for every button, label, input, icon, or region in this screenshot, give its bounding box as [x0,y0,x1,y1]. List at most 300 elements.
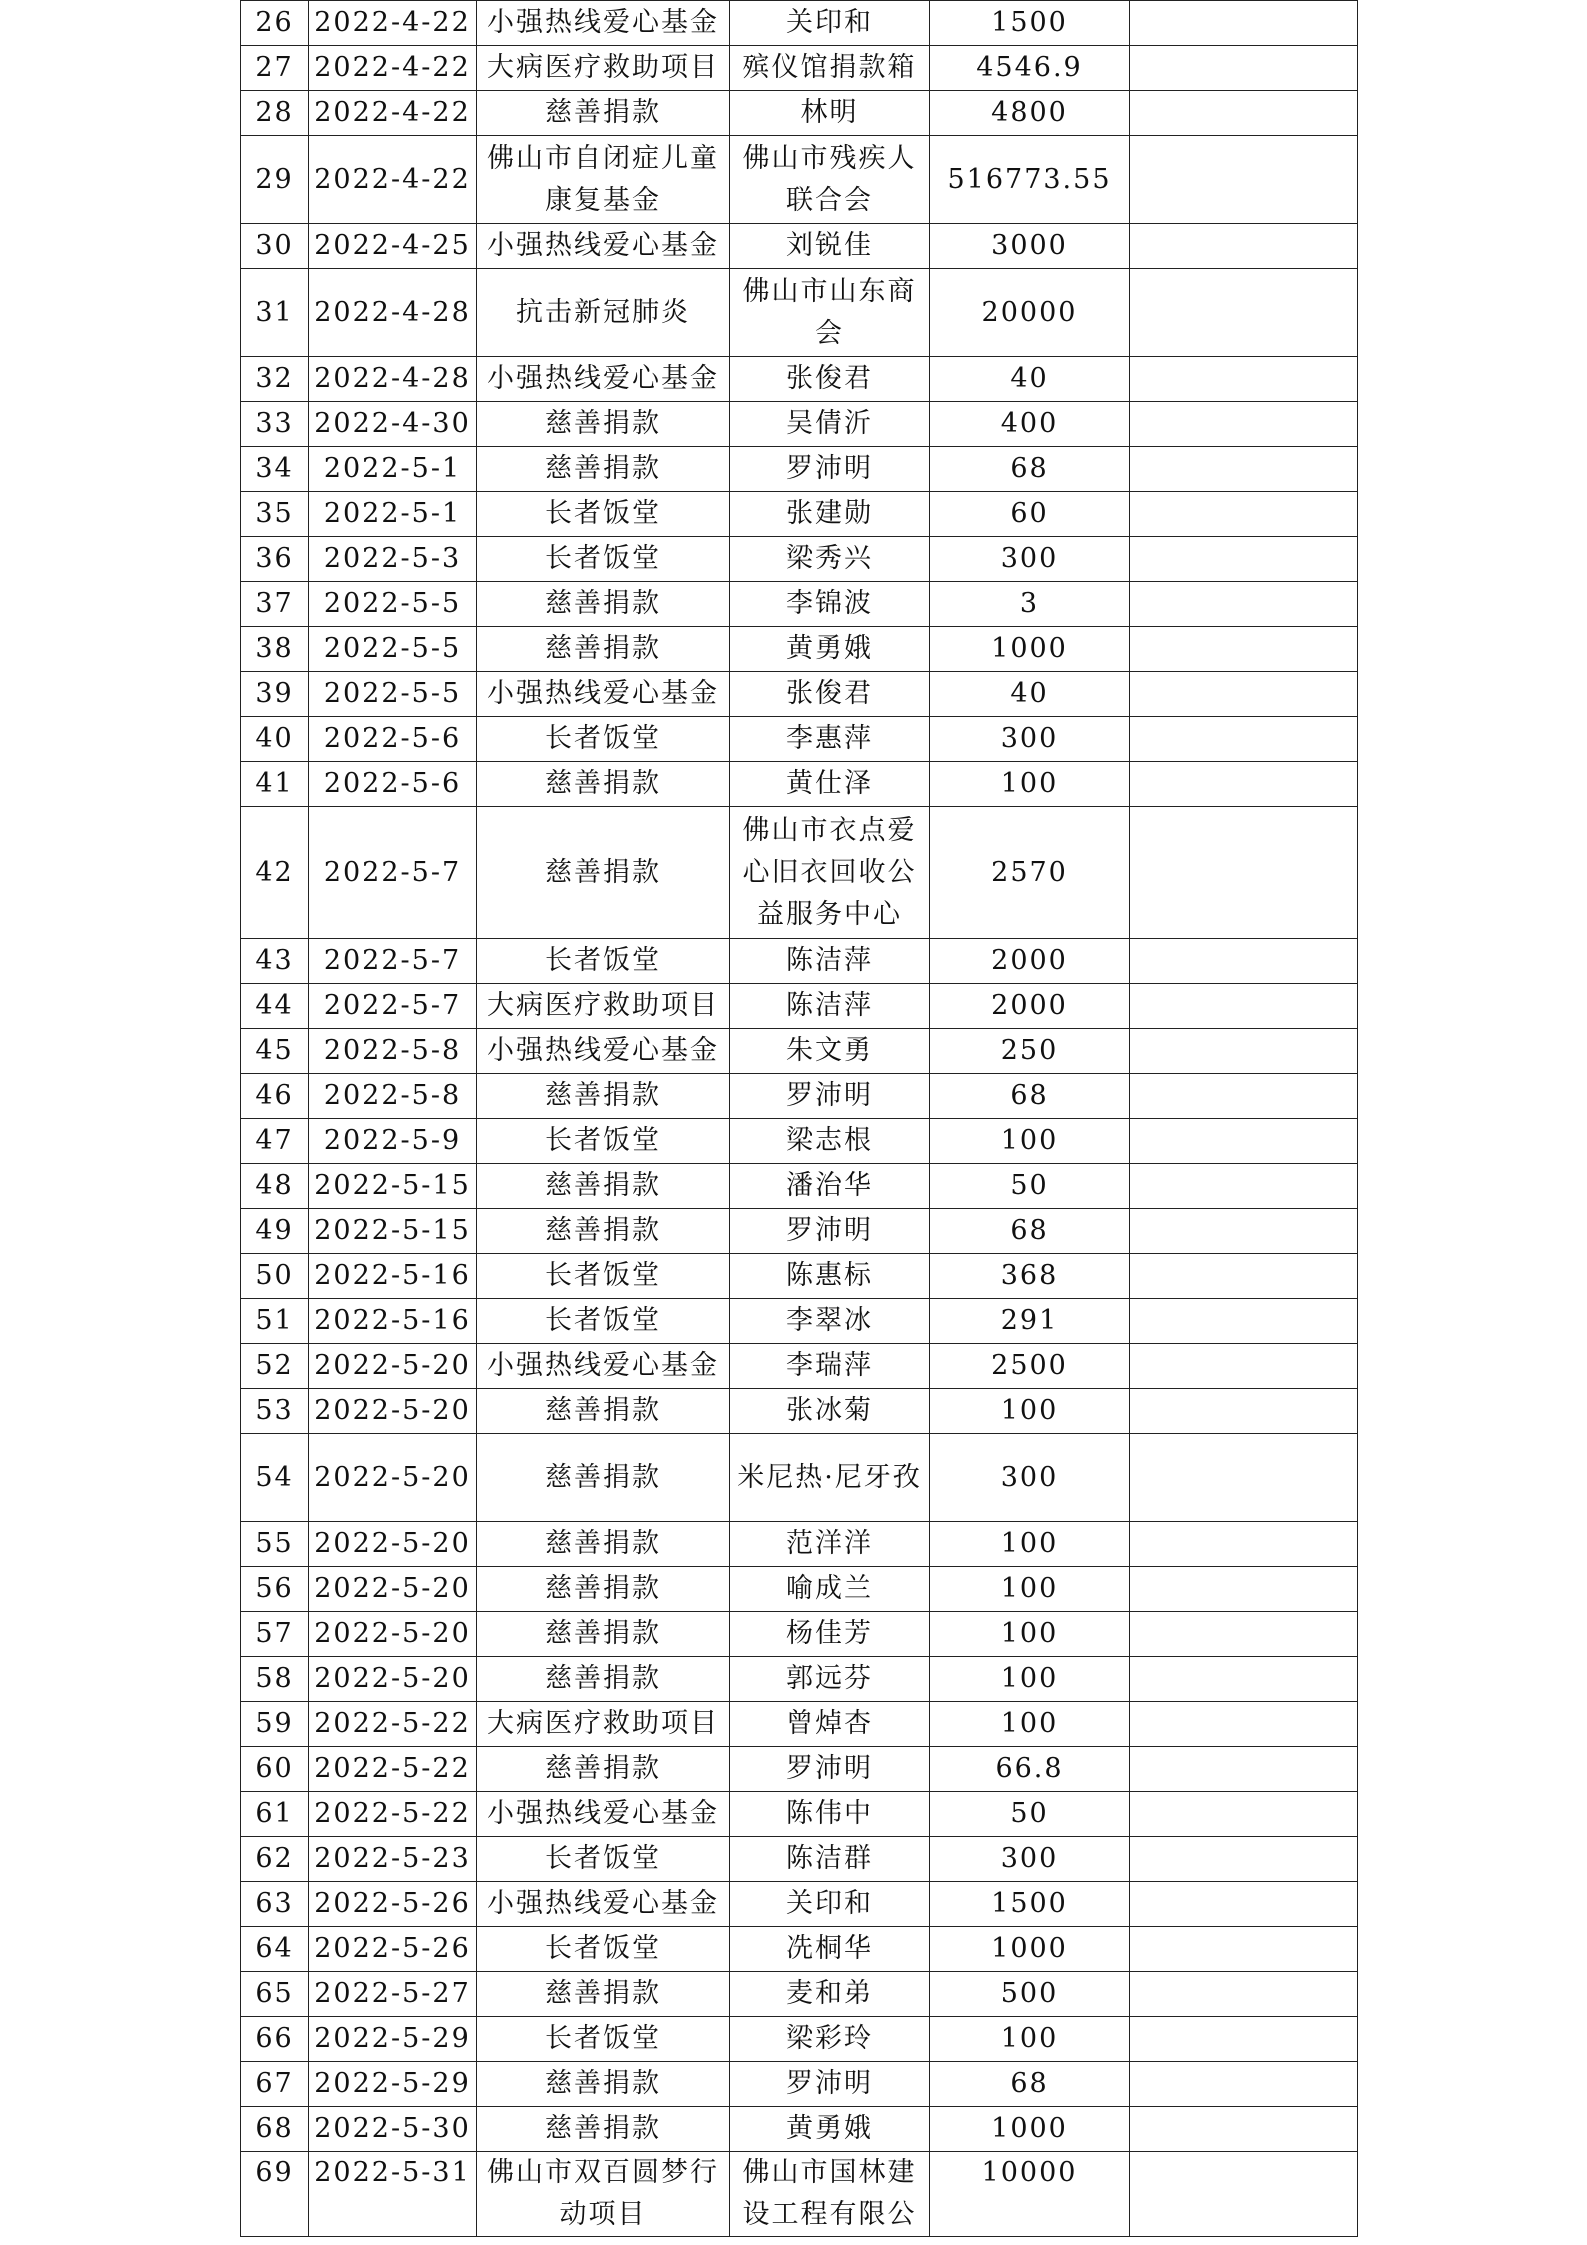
amount-cell: 3 [930,582,1130,627]
project-cell: 大病医疗救助项目 [477,46,730,91]
project-cell: 慈善捐款 [477,1209,730,1254]
project-cell: 慈善捐款 [477,807,730,939]
project-cell: 长者饭堂 [477,1119,730,1164]
table-row [241,627,1358,672]
table-row [241,1254,1358,1299]
amount-cell: 68 [930,1074,1130,1119]
table-row [241,717,1358,762]
donor-cell: 梁秀兴 [730,537,930,582]
date-cell: 2022-5-8 [309,1074,477,1119]
table-row [241,1567,1358,1612]
date-cell: 2022-5-26 [309,1927,477,1972]
donor-cell: 罗沛明 [730,2062,930,2107]
table-row [241,269,1358,357]
row-number-cell: 31 [241,269,309,357]
table-row [241,2152,1358,2237]
donor-cell: 林明 [730,91,930,136]
date-cell: 2022-5-5 [309,627,477,672]
project-cell: 长者饭堂 [477,537,730,582]
donor-cell: 米尼热·尼牙孜 [730,1434,930,1522]
note-cell [1130,939,1358,984]
date-cell: 2022-5-20 [309,1434,477,1522]
amount-cell: 68 [930,447,1130,492]
donor-cell: 张俊君 [730,672,930,717]
donor-cell: 陈伟中 [730,1792,930,1837]
amount-cell: 4546.9 [930,46,1130,91]
table-row [241,1164,1358,1209]
project-cell: 长者饭堂 [477,717,730,762]
donor-cell: 李翠冰 [730,1299,930,1344]
note-cell [1130,1837,1358,1882]
table-row [241,807,1358,939]
row-number-cell: 46 [241,1074,309,1119]
donor-cell: 冼桐华 [730,1927,930,1972]
donor-cell: 罗沛明 [730,1074,930,1119]
table-row [241,1702,1358,1747]
donation-table-body [241,1,1358,2237]
amount-cell: 1500 [930,1,1130,46]
table-row [241,1612,1358,1657]
row-number-cell: 68 [241,2107,309,2152]
project-cell: 长者饭堂 [477,1254,730,1299]
row-number-cell: 30 [241,224,309,269]
table-row [241,2017,1358,2062]
table-row [241,136,1358,224]
amount-cell: 300 [930,1434,1130,1522]
note-cell [1130,1792,1358,1837]
project-cell: 慈善捐款 [477,1522,730,1567]
date-cell: 2022-5-7 [309,807,477,939]
row-number-cell: 34 [241,447,309,492]
amount-cell: 500 [930,1972,1130,2017]
table-row [241,984,1358,1029]
amount-cell: 291 [930,1299,1130,1344]
note-cell [1130,224,1358,269]
note-cell [1130,1567,1358,1612]
row-number-cell: 56 [241,1567,309,1612]
amount-cell: 100 [930,1657,1130,1702]
date-cell: 2022-4-22 [309,1,477,46]
date-cell: 2022-5-23 [309,1837,477,1882]
table-row [241,1522,1358,1567]
note-cell [1130,762,1358,807]
date-cell: 2022-4-22 [309,46,477,91]
donor-cell: 李锦波 [730,582,930,627]
date-cell: 2022-5-1 [309,447,477,492]
note-cell [1130,717,1358,762]
donor-cell: 罗沛明 [730,1747,930,1792]
row-number-cell: 60 [241,1747,309,1792]
row-number-cell: 37 [241,582,309,627]
project-cell: 慈善捐款 [477,1972,730,2017]
donor-cell: 关印和 [730,1,930,46]
date-cell: 2022-5-29 [309,2062,477,2107]
table-row [241,939,1358,984]
table-row [241,1344,1358,1389]
amount-cell: 2570 [930,807,1130,939]
row-number-cell: 59 [241,1702,309,1747]
project-cell: 慈善捐款 [477,91,730,136]
project-cell: 小强热线爱心基金 [477,672,730,717]
project-cell: 长者饭堂 [477,1299,730,1344]
donor-cell: 李瑞萍 [730,1344,930,1389]
row-number-cell: 54 [241,1434,309,1522]
table-row [241,447,1358,492]
donor-cell: 罗沛明 [730,1209,930,1254]
note-cell [1130,1164,1358,1209]
note-cell [1130,1,1358,46]
amount-cell: 68 [930,2062,1130,2107]
note-cell [1130,1299,1358,1344]
date-cell: 2022-5-7 [309,939,477,984]
amount-cell: 68 [930,1209,1130,1254]
row-number-cell: 39 [241,672,309,717]
amount-cell: 300 [930,717,1130,762]
donor-cell: 梁志根 [730,1119,930,1164]
project-cell: 长者饭堂 [477,2017,730,2062]
amount-cell: 100 [930,1702,1130,1747]
donor-cell: 张冰菊 [730,1389,930,1434]
note-cell [1130,1254,1358,1299]
table-row [241,1657,1358,1702]
donor-cell: 张俊君 [730,357,930,402]
amount-cell: 100 [930,1612,1130,1657]
project-cell: 慈善捐款 [477,2107,730,2152]
donor-cell: 陈洁群 [730,1837,930,1882]
donor-cell: 范洋洋 [730,1522,930,1567]
row-number-cell: 36 [241,537,309,582]
row-number-cell: 69 [241,2152,309,2237]
table-row [241,2107,1358,2152]
note-cell [1130,2017,1358,2062]
date-cell: 2022-5-22 [309,1792,477,1837]
table-row [241,1792,1358,1837]
date-cell: 2022-5-31 [309,2152,477,2237]
donor-cell: 佛山市残疾人联合会 [730,136,930,224]
donor-cell: 黄勇娥 [730,2107,930,2152]
row-number-cell: 32 [241,357,309,402]
note-cell [1130,672,1358,717]
date-cell: 2022-5-8 [309,1029,477,1074]
donor-cell: 吴倩沂 [730,402,930,447]
note-cell [1130,1882,1358,1927]
row-number-cell: 45 [241,1029,309,1074]
table-row [241,492,1358,537]
amount-cell: 400 [930,402,1130,447]
amount-cell: 50 [930,1164,1130,1209]
donor-cell: 潘治华 [730,1164,930,1209]
table-row [241,1837,1358,1882]
row-number-cell: 49 [241,1209,309,1254]
project-cell: 抗击新冠肺炎 [477,269,730,357]
row-number-cell: 57 [241,1612,309,1657]
note-cell [1130,1434,1358,1522]
date-cell: 2022-5-6 [309,762,477,807]
row-number-cell: 64 [241,1927,309,1972]
project-cell: 慈善捐款 [477,2062,730,2107]
donor-cell: 麦和弟 [730,1972,930,2017]
project-cell: 长者饭堂 [477,1837,730,1882]
table-row [241,91,1358,136]
donor-cell: 梁彩玲 [730,2017,930,2062]
note-cell [1130,627,1358,672]
project-cell: 小强热线爱心基金 [477,357,730,402]
amount-cell: 300 [930,1837,1130,1882]
note-cell [1130,582,1358,627]
note-cell [1130,984,1358,1029]
amount-cell: 100 [930,1119,1130,1164]
project-cell: 小强热线爱心基金 [477,1882,730,1927]
row-number-cell: 51 [241,1299,309,1344]
date-cell: 2022-5-26 [309,1882,477,1927]
date-cell: 2022-5-22 [309,1747,477,1792]
note-cell [1130,492,1358,537]
date-cell: 2022-5-15 [309,1164,477,1209]
table-row [241,1927,1358,1972]
date-cell: 2022-5-20 [309,1612,477,1657]
project-cell: 慈善捐款 [477,1434,730,1522]
note-cell [1130,807,1358,939]
project-cell: 长者饭堂 [477,1927,730,1972]
note-cell [1130,402,1358,447]
amount-cell: 2000 [930,939,1130,984]
row-number-cell: 26 [241,1,309,46]
date-cell: 2022-4-22 [309,136,477,224]
donor-cell: 朱文勇 [730,1029,930,1074]
donor-cell: 曾焯杏 [730,1702,930,1747]
date-cell: 2022-5-30 [309,2107,477,2152]
project-cell: 大病医疗救助项目 [477,984,730,1029]
row-number-cell: 61 [241,1792,309,1837]
donor-cell: 佛山市国林建设工程有限公 [730,2152,930,2237]
note-cell [1130,1074,1358,1119]
donor-cell: 关印和 [730,1882,930,1927]
amount-cell: 60 [930,492,1130,537]
note-cell [1130,91,1358,136]
note-cell [1130,1657,1358,1702]
project-cell: 慈善捐款 [477,1747,730,1792]
table-row [241,46,1358,91]
amount-cell: 368 [930,1254,1130,1299]
date-cell: 2022-5-20 [309,1389,477,1434]
amount-cell: 50 [930,1792,1130,1837]
note-cell [1130,1612,1358,1657]
note-cell [1130,1209,1358,1254]
note-cell [1130,1344,1358,1389]
date-cell: 2022-5-20 [309,1567,477,1612]
project-cell: 小强热线爱心基金 [477,224,730,269]
donor-cell: 佛山市衣点爱心旧衣回收公益服务中心 [730,807,930,939]
project-cell: 慈善捐款 [477,402,730,447]
date-cell: 2022-5-22 [309,1702,477,1747]
project-cell: 慈善捐款 [477,627,730,672]
table-row [241,1209,1358,1254]
donor-cell: 刘锐佳 [730,224,930,269]
amount-cell: 20000 [930,269,1130,357]
date-cell: 2022-5-20 [309,1522,477,1567]
row-number-cell: 67 [241,2062,309,2107]
row-number-cell: 66 [241,2017,309,2062]
date-cell: 2022-5-5 [309,582,477,627]
date-cell: 2022-5-9 [309,1119,477,1164]
amount-cell: 100 [930,1522,1130,1567]
date-cell: 2022-5-20 [309,1344,477,1389]
project-cell: 长者饭堂 [477,492,730,537]
row-number-cell: 42 [241,807,309,939]
project-cell: 慈善捐款 [477,1074,730,1119]
amount-cell: 516773.55 [930,136,1130,224]
date-cell: 2022-5-1 [309,492,477,537]
table-row [241,1882,1358,1927]
project-cell: 长者饭堂 [477,939,730,984]
row-number-cell: 28 [241,91,309,136]
note-cell [1130,1029,1358,1074]
amount-cell: 100 [930,1567,1130,1612]
donor-cell: 黄勇娥 [730,627,930,672]
row-number-cell: 50 [241,1254,309,1299]
row-number-cell: 62 [241,1837,309,1882]
date-cell: 2022-5-29 [309,2017,477,2062]
table-row [241,1972,1358,2017]
note-cell [1130,136,1358,224]
donor-cell: 郭远芬 [730,1657,930,1702]
table-row [241,2062,1358,2107]
row-number-cell: 41 [241,762,309,807]
donor-cell: 佛山市山东商会 [730,269,930,357]
donor-cell: 陈洁萍 [730,984,930,1029]
amount-cell: 1000 [930,2107,1130,2152]
table-row [241,1119,1358,1164]
amount-cell: 3000 [930,224,1130,269]
date-cell: 2022-4-30 [309,402,477,447]
note-cell [1130,46,1358,91]
project-cell: 小强热线爱心基金 [477,1029,730,1074]
table-row [241,402,1358,447]
donor-cell: 张建勋 [730,492,930,537]
table-row [241,224,1358,269]
row-number-cell: 52 [241,1344,309,1389]
table-row [241,1,1358,46]
project-cell: 慈善捐款 [477,447,730,492]
date-cell: 2022-4-28 [309,269,477,357]
table-row [241,1074,1358,1119]
table-row [241,1029,1358,1074]
row-number-cell: 33 [241,402,309,447]
note-cell [1130,2062,1358,2107]
amount-cell: 1000 [930,1927,1130,1972]
amount-cell: 66.8 [930,1747,1130,1792]
note-cell [1130,2107,1358,2152]
donor-cell: 陈惠标 [730,1254,930,1299]
note-cell [1130,1972,1358,2017]
table-row [241,1299,1358,1344]
amount-cell: 100 [930,762,1130,807]
note-cell [1130,269,1358,357]
project-cell: 小强热线爱心基金 [477,1344,730,1389]
row-number-cell: 47 [241,1119,309,1164]
amount-cell: 1000 [930,627,1130,672]
project-cell: 佛山市自闭症儿童康复基金 [477,136,730,224]
date-cell: 2022-5-16 [309,1299,477,1344]
date-cell: 2022-4-25 [309,224,477,269]
table-row [241,582,1358,627]
note-cell [1130,1747,1358,1792]
date-cell: 2022-4-22 [309,91,477,136]
donor-cell: 罗沛明 [730,447,930,492]
row-number-cell: 55 [241,1522,309,1567]
project-cell: 慈善捐款 [477,1389,730,1434]
date-cell: 2022-5-20 [309,1657,477,1702]
donor-cell: 李惠萍 [730,717,930,762]
project-cell: 佛山市双百圆梦行动项目 [477,2152,730,2237]
table-row [241,537,1358,582]
project-cell: 慈善捐款 [477,762,730,807]
donor-cell: 陈洁萍 [730,939,930,984]
donor-cell: 黄仕泽 [730,762,930,807]
table-row [241,1747,1358,1792]
project-cell: 慈善捐款 [477,1612,730,1657]
note-cell [1130,1119,1358,1164]
project-cell: 大病医疗救助项目 [477,1702,730,1747]
donation-table [240,0,1358,2237]
note-cell [1130,1927,1358,1972]
row-number-cell: 44 [241,984,309,1029]
amount-cell: 1500 [930,1882,1130,1927]
row-number-cell: 38 [241,627,309,672]
note-cell [1130,357,1358,402]
row-number-cell: 53 [241,1389,309,1434]
donor-cell: 喻成兰 [730,1567,930,1612]
date-cell: 2022-5-6 [309,717,477,762]
amount-cell: 100 [930,1389,1130,1434]
note-cell [1130,1522,1358,1567]
amount-cell: 10000 [930,2152,1130,2237]
row-number-cell: 40 [241,717,309,762]
note-cell [1130,1702,1358,1747]
table-row [241,1434,1358,1522]
row-number-cell: 63 [241,1882,309,1927]
row-number-cell: 29 [241,136,309,224]
date-cell: 2022-5-15 [309,1209,477,1254]
note-cell [1130,537,1358,582]
date-cell: 2022-5-27 [309,1972,477,2017]
date-cell: 2022-5-5 [309,672,477,717]
row-number-cell: 43 [241,939,309,984]
amount-cell: 40 [930,357,1130,402]
table-row [241,762,1358,807]
row-number-cell: 27 [241,46,309,91]
date-cell: 2022-5-16 [309,1254,477,1299]
amount-cell: 2000 [930,984,1130,1029]
amount-cell: 300 [930,537,1130,582]
table-row [241,1389,1358,1434]
project-cell: 慈善捐款 [477,582,730,627]
row-number-cell: 58 [241,1657,309,1702]
donor-cell: 殡仪馆捐款箱 [730,46,930,91]
row-number-cell: 35 [241,492,309,537]
project-cell: 小强热线爱心基金 [477,1,730,46]
date-cell: 2022-5-7 [309,984,477,1029]
project-cell: 慈善捐款 [477,1164,730,1209]
note-cell [1130,2152,1358,2237]
note-cell [1130,447,1358,492]
row-number-cell: 65 [241,1972,309,2017]
note-cell [1130,1389,1358,1434]
amount-cell: 250 [930,1029,1130,1074]
project-cell: 小强热线爱心基金 [477,1792,730,1837]
row-number-cell: 48 [241,1164,309,1209]
date-cell: 2022-5-3 [309,537,477,582]
